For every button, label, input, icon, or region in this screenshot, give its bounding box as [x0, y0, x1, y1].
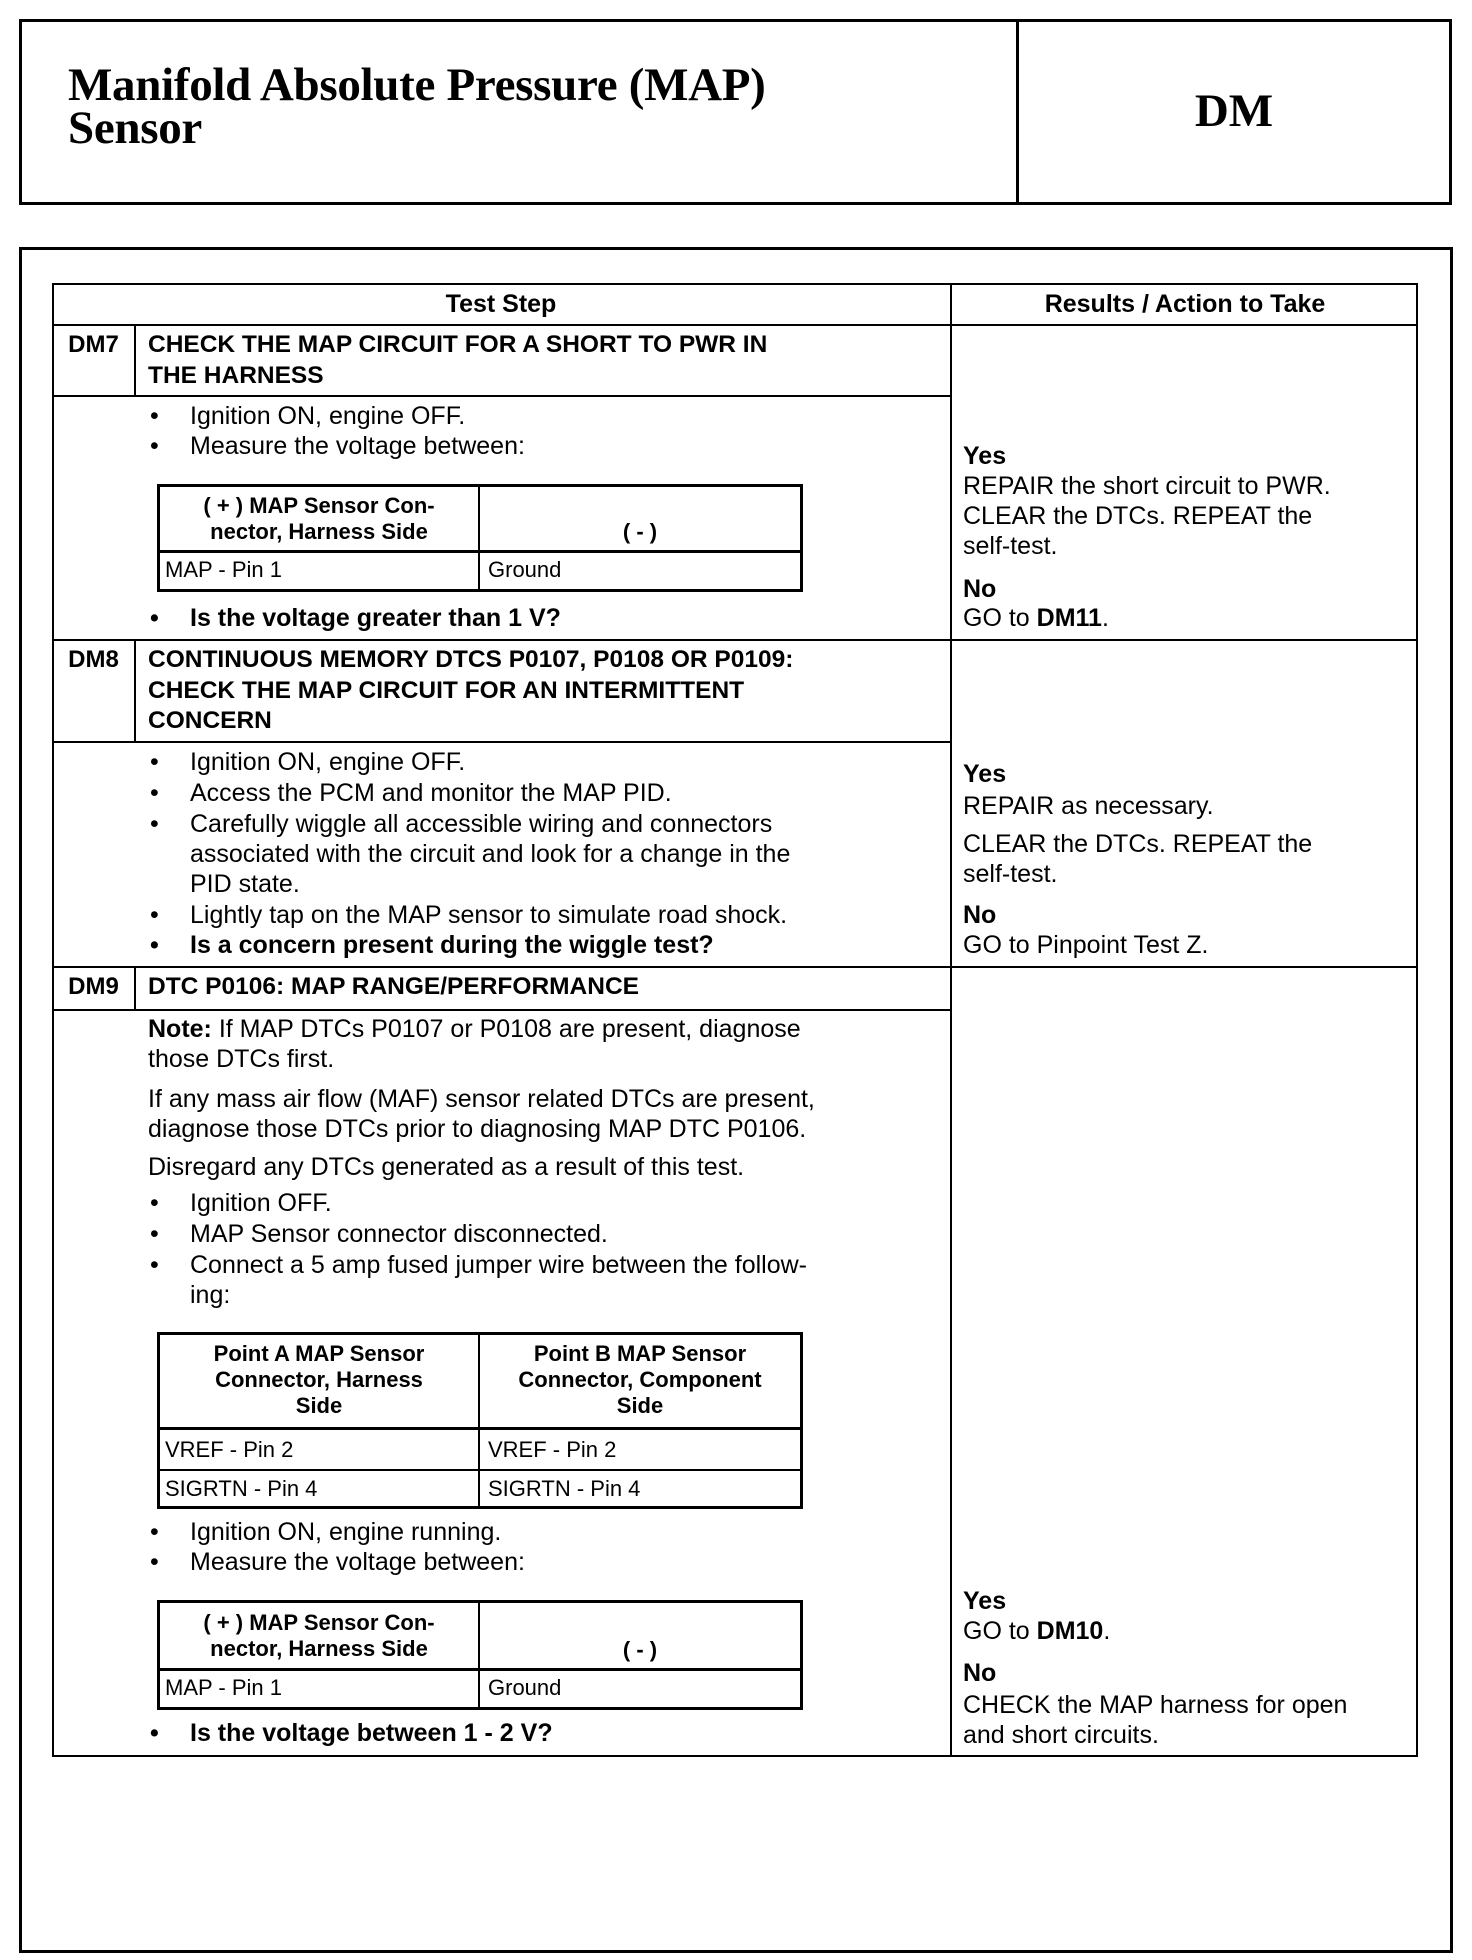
- bullet-icon: •: [150, 1189, 159, 1217]
- step-title-dm8: [148, 645, 938, 737]
- result-no-label: No: [963, 575, 997, 603]
- list-item: [150, 1517, 502, 1547]
- list-item: [150, 1219, 608, 1249]
- bullet-text: Lightly tap on the MAP sensor to simulate road shock.: [190, 901, 788, 929]
- paragraph-line: If any mass air flow (MAF) sensor related DTCs are present,: [148, 1085, 815, 1113]
- bullet-text: Measure the voltage between:: [190, 432, 525, 460]
- page-title: [68, 59, 766, 154]
- jumper-table-cell: VREF - Pin 2: [165, 1437, 294, 1462]
- result-text: .: [1101, 604, 1109, 632]
- list-item: [150, 1547, 525, 1577]
- result-yes-text: [963, 791, 1312, 889]
- bullet-text: Ignition ON, engine OFF.: [190, 402, 466, 430]
- bullet-text: ing:: [190, 1281, 231, 1309]
- result-yes-label: Yes: [963, 442, 1007, 470]
- note-line: those DTCs first.: [148, 1045, 335, 1073]
- jumper-table-cell: SIGRTN - Pin 4: [488, 1476, 641, 1501]
- bullet-text: Ignition OFF.: [190, 1189, 332, 1217]
- result-line: and short circuits.: [963, 1721, 1159, 1749]
- step-title-line: CHECK THE MAP CIRCUIT FOR A SHORT TO PWR IN: [148, 331, 768, 358]
- list-item: [150, 401, 466, 431]
- page-title-line2: Sensor: [68, 102, 202, 154]
- bullet-text: PID state.: [190, 870, 300, 898]
- bullet-icon: •: [150, 1719, 159, 1747]
- measure-table-header-line: [160, 1668, 800, 1671]
- list-item: [150, 1250, 807, 1310]
- measure-table-dm7: [157, 484, 803, 592]
- dm9-title-line: [52, 1009, 950, 1011]
- result-line: CLEAR the DTCs. REPEAT the: [963, 502, 1313, 530]
- question-text: Is the voltage greater than 1 V?: [190, 604, 561, 632]
- row-divider: [52, 639, 1418, 641]
- bullet-icon: •: [150, 779, 159, 807]
- measure-table-cell: MAP - Pin 1: [165, 557, 282, 582]
- result-yes-label: Yes: [963, 760, 1007, 788]
- bullet-text: associated with the circuit and look for a change in the: [190, 840, 791, 868]
- question-text: Is a concern present during the wiggle test?: [190, 931, 714, 959]
- list-item: [150, 900, 788, 930]
- bullet-icon: •: [150, 748, 159, 776]
- measure-table-cell: Ground: [488, 1675, 562, 1700]
- jumper-table-header-b: [480, 1341, 800, 1419]
- header-line: Connector, Harness: [215, 1367, 423, 1392]
- bullet-icon: •: [150, 931, 159, 959]
- step-question-dm7: [150, 603, 561, 633]
- dm7-title-line: [52, 395, 950, 397]
- jumper-table: [157, 1332, 803, 1509]
- bullet-icon: •: [150, 1251, 159, 1279]
- bullet-icon: •: [150, 604, 159, 632]
- col-header-results: Results / Action to Take: [1044, 290, 1326, 318]
- bullet-icon: •: [150, 1518, 159, 1546]
- step-link-dm11[interactable]: DM11: [1036, 604, 1102, 632]
- jumper-table-cell: VREF - Pin 2: [488, 1437, 617, 1462]
- result-no-text: [963, 603, 1109, 633]
- step-link-dm10[interactable]: DM10: [1036, 1617, 1104, 1645]
- result-yes-label: Yes: [963, 1587, 1007, 1615]
- list-item: [150, 431, 525, 461]
- dm8-title-line: [52, 741, 950, 743]
- header-line: Point A MAP Sensor: [213, 1341, 425, 1366]
- step-question-dm9: [150, 1718, 553, 1748]
- measure-table-header-minus: ( - ): [622, 519, 658, 544]
- step-title-line: THE HARNESS: [148, 361, 324, 389]
- result-text: GO to: [963, 604, 1037, 632]
- bullet-text: Access the PCM and monitor the MAP PID.: [190, 779, 672, 807]
- bullet-text: Measure the voltage between:: [190, 1548, 525, 1576]
- result-no-label: No: [963, 1659, 997, 1687]
- bullet-icon: •: [150, 901, 159, 929]
- jumper-table-header-line: [160, 1427, 800, 1430]
- result-no-text: [963, 1690, 1347, 1750]
- list-item: [150, 778, 672, 808]
- result-line: CHECK the MAP harness for open: [963, 1691, 1348, 1719]
- result-line: self-test.: [963, 860, 1058, 888]
- header-line: nector, Harness Side: [210, 519, 428, 544]
- bullet-text: Ignition ON, engine running.: [190, 1518, 502, 1546]
- measure-table-dm9: [157, 1600, 803, 1710]
- bullet-text: Ignition ON, engine OFF.: [190, 748, 466, 776]
- header-line: nector, Harness Side: [210, 1636, 428, 1661]
- section-code: DM: [1194, 85, 1274, 137]
- bullet-text: Connect a 5 amp fused jumper wire between the follow-: [190, 1251, 807, 1279]
- step-id-dm9: DM9: [68, 973, 119, 1000]
- bullet-text: Carefully wiggle all accessible wiring and connectors: [190, 810, 773, 838]
- result-no-text: GO to Pinpoint Test Z.: [963, 931, 1209, 959]
- bullet-text: MAP Sensor connector disconnected.: [190, 1220, 608, 1248]
- step-title-line: CHECK THE MAP CIRCUIT FOR AN INTERMITTENT: [148, 676, 745, 704]
- note-line: If MAP DTCs P0107 or P0108 are present, diagnose: [218, 1015, 801, 1043]
- bullet-icon: •: [150, 1548, 159, 1576]
- question-text: Is the voltage between 1 - 2 V?: [190, 1719, 553, 1747]
- result-line: REPAIR the short circuit to PWR.: [963, 472, 1331, 500]
- header-row-line: [52, 324, 1418, 326]
- measure-table-cell: Ground: [488, 557, 562, 582]
- col-header-test-step: Test Step: [445, 290, 557, 318]
- header-line: ( + ) MAP Sensor Con-: [203, 1610, 435, 1635]
- measure-table-header-plus: [160, 493, 478, 545]
- bullet-icon: •: [150, 810, 159, 838]
- note-label: Note:: [148, 1015, 212, 1043]
- result-yes-text: [963, 1616, 1110, 1646]
- paragraph-maf: [148, 1084, 815, 1144]
- measure-table-header-line: [160, 550, 800, 553]
- result-text: .: [1103, 1617, 1111, 1645]
- bullet-icon: •: [150, 402, 159, 430]
- step-title-line: CONCERN: [148, 707, 272, 734]
- list-item: [150, 809, 791, 899]
- step-title-dm9: DTC P0106: MAP RANGE/PERFORMANCE: [148, 973, 639, 1000]
- header-line: Point B MAP Sensor: [533, 1341, 747, 1366]
- header-line: Connector, Component: [518, 1367, 762, 1392]
- header-line: Side: [616, 1393, 664, 1418]
- jumper-table-row-line: [160, 1469, 800, 1471]
- result-no-label: No: [963, 901, 997, 929]
- bullet-icon: •: [150, 1220, 159, 1248]
- page-title-line1: Manifold Absolute Pressure (MAP): [68, 59, 766, 111]
- jumper-table-cell: SIGRTN - Pin 4: [165, 1476, 318, 1501]
- measure-table-header-plus: [160, 1610, 478, 1662]
- step-title-line: CONTINUOUS MEMORY DTCS P0107, P0108 OR P0109:: [148, 646, 794, 673]
- note-text: [148, 1014, 801, 1074]
- results-column-divider: [950, 283, 952, 1757]
- result-yes-text: [963, 471, 1331, 561]
- list-item: [150, 747, 466, 777]
- bullet-icon: •: [150, 432, 159, 460]
- step-question-dm8: [150, 930, 714, 960]
- measure-table-cell: MAP - Pin 1: [165, 1675, 282, 1700]
- header-line: ( + ) MAP Sensor Con-: [203, 493, 435, 518]
- step-title-dm7: [148, 330, 938, 391]
- paragraph-disregard: Disregard any DTCs generated as a result of this test.: [148, 1153, 745, 1181]
- list-item: [150, 1188, 332, 1218]
- result-text: GO to: [963, 1617, 1037, 1645]
- step-id-dm7: DM7: [68, 331, 119, 358]
- result-line: REPAIR as necessary.: [963, 792, 1214, 820]
- result-line: CLEAR the DTCs. REPEAT the: [963, 830, 1313, 858]
- paragraph-line: diagnose those DTCs prior to diagnosing MAP DTC P0106.: [148, 1115, 807, 1143]
- step-id-dm8: DM8: [68, 646, 119, 673]
- result-line: self-test.: [963, 532, 1058, 560]
- jumper-table-header-a: [160, 1341, 478, 1419]
- row-divider: [52, 966, 1418, 968]
- measure-table-header-minus: ( - ): [622, 1637, 658, 1662]
- header-line: Side: [295, 1393, 343, 1418]
